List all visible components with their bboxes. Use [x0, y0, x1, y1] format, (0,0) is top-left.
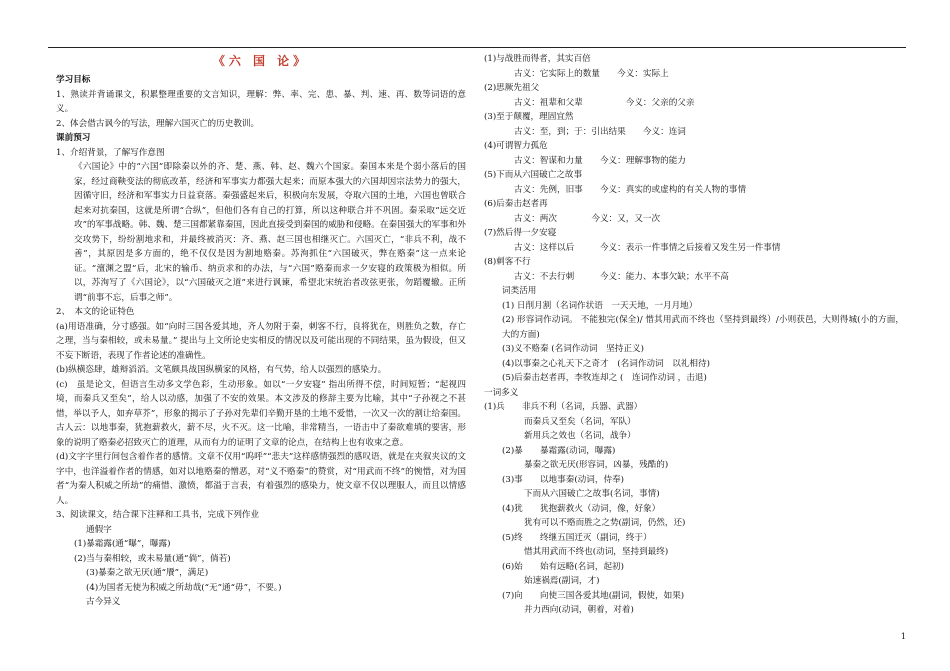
right-line: 惜其用武而不终也(动词，坚持到最终) — [524, 547, 669, 557]
right-line: (8)刺客不行 — [484, 257, 531, 267]
right-line: 古义：先例，旧事 今义：真实的或虚构的有关人物的事情 — [514, 184, 747, 195]
right-line: 古义：这样以后 今义：表示一件事情之后接着又发生另一件事情 — [514, 242, 781, 253]
right-line: (2)暴 暴霜露(动词，曝露) — [502, 445, 616, 456]
right-line: (5)后秦击赵者再，李牧连却之 ( 连词作动词 ，击退) — [502, 373, 707, 383]
left-line: (b)纵横恣肆，雄辩滔滔。文笔颇具战国纵横家的风格，有气势，给人以强烈的感染力。 — [56, 365, 387, 375]
right-line: 并力西向(动词，朝着，对着) — [524, 605, 634, 615]
right-line: 古义：不去行刺 今义：能力、本事欠缺；水平不高 — [514, 271, 729, 282]
document-title: 《六 国 论》 — [212, 54, 310, 68]
right-line: 始速祸焉(副词，才) — [524, 576, 600, 586]
right-line: (4)可谓智力孤危 — [484, 141, 548, 151]
right-line: 一词多义 — [484, 387, 519, 398]
left-line: 学习目标 — [56, 75, 91, 85]
left-line: (2)当与秦相较，或未易量(通“倘”，倘若) — [74, 553, 231, 564]
left-column-body — [56, 73, 466, 610]
right-line: 词类活用 — [502, 286, 537, 296]
right-line: (7)然后得一夕安寝 — [484, 228, 557, 238]
right-column — [484, 52, 904, 618]
left-line: 《六国论》中的“六国”即除秦以外的齐、楚、燕、韩、赵、魏六个国家。秦国本来是个弱小落后的国家，经过商鞅变法的彻底改革，经济和军事实力都强大起来；而原本强大的六国却因宗法势力的强大，因循守旧，经济和军事实力日益衰落。秦强盛起来后，积极向东发展，夺取六国的土地，六国也曾联合起来对抗秦国，这就是所谓“合纵”，但他们各有自己的打算，所以这种联合并不巩固。秦采取“远交近攻”的军事战略。韩、魏、楚三国都紧靠秦国，因此直接受到秦国的威胁和侵略。在秦国强大的军事和外交攻势下，纷纷割地求和，并最终被消灭：齐、燕、赵三国也相继灭亡。六国灭亡，“非兵不利，战不善”，其原因是多方面的，绝不仅仅是因为割地赂秦。苏洵抓住“六国破灭，弊在赂秦”这一点来论证。“澶渊之盟”后，北宋的输币、纳贡求和的办法，与“六国”赂秦而求一夕安寝的政策极为相似。所以，苏洵写了《六国论》，以“六国破灭之道”来进行讽谏，希望北宋统治者改弦更张，勿蹈覆辙。正所谓“前事不忘，后事之师”。 — [74, 162, 466, 303]
right-line: 古义：智谋和力量 今义：理解事物的能力 — [514, 155, 686, 166]
left-line: 3、阅读课文，结合课下注释和工具书，完成下列作业 — [56, 510, 260, 520]
right-line: (3)义不赂秦 (名词作动词 坚持正义) — [502, 344, 644, 354]
right-line: (3)事 以地事秦(动词，侍奉) — [502, 474, 625, 485]
right-line: 犹有可以不赂而胜之之势(副词，仍然，还) — [524, 518, 686, 528]
right-column-body — [484, 52, 904, 618]
left-line: (a)用语准确，分寸感强。如“向时三国各爱其地，齐人勿附于秦，刺客不行，良将犹在，则胜负之数，存亡之理，当与秦相较，或未易量。” 提出与上文所论史实相反的情况以及可能出现的不同结果，虽为假设，但又不妄下断语，表现了作者论述的准确性。 — [56, 321, 466, 361]
right-line: (5)终 终继五国迁灭（副词，终于） — [502, 532, 652, 543]
right-line: (2)思厥先祖父 — [484, 83, 540, 93]
right-line: (1) 日削月割（名词作状语 一天天地，一月月地） — [502, 300, 698, 311]
left-line: 1、熟读并背诵课文，积累整理重要的文言知识，理解：弊、率、完、患、暴、判、速、再、数等词语的意义。 — [56, 89, 466, 114]
right-line: 古义：祖辈和父辈 今义：父亲的父亲 — [514, 97, 695, 108]
right-line: (6)后秦击赵者再 — [484, 199, 548, 209]
page-number: 1 — [900, 632, 906, 641]
right-line: 而秦兵又至矣（名词，军队） — [524, 416, 636, 427]
left-line: 通假字 — [86, 524, 112, 535]
left-line: 古今异义 — [86, 597, 121, 607]
right-line: (3)至于颠覆，理固宜然 — [484, 112, 574, 122]
left-column — [56, 52, 466, 610]
left-line: (4)为国者无使为积威之所劫哉(“无”通“毋”，不要。) — [86, 582, 282, 593]
right-line: (4)犹 犹抱薪救火（动词，像，好象） — [502, 503, 661, 514]
left-line: (c) 虽是论文，但语言生动多文学色彩，生动形象。如以“一夕安寝” 指出所得不偿，时间短暂；“起视四境，而秦兵又至矣”，给人以动感，加强了不安的效果。本文涉及的修辞主要为比喻，其中“子孙视之不甚惜，举以予人，如弃草芥”，形象的揭示了子孙对先辈们辛勤开垦的土地不爱惜，一次又一次的割让给秦国。古人云：以地事秦，犹抱薪救火，薪不尽，火不灭。这一比喻，非常精当，一语击中了秦欲难填的要害，形象的说明了赂秦必招致灭亡的道理，从而有力的证明了文章的论点，在结构上也有收束之意。 — [56, 379, 466, 448]
right-line: 下而从六国破亡之故事(名词，事情) — [524, 489, 660, 499]
right-line: (5)下而从六国破亡之故事 — [484, 170, 583, 180]
right-line: 古义：两次 今义：又，又一次 — [514, 213, 661, 224]
header-rule — [48, 47, 906, 48]
right-line: 新用兵之效也（名词，战争） — [524, 431, 636, 441]
left-line: 课前预习 — [56, 133, 91, 143]
left-line: 1、介绍背景，了解写作意图 — [56, 147, 165, 158]
left-line: (1)暴霜露(通“曝”，曝露) — [74, 539, 171, 549]
right-line: (1)兵 非兵不利（名词，兵器、武器） — [484, 402, 643, 412]
right-line: (7)向 向使三国各爱其地(副词，假使，如果) — [502, 590, 685, 601]
right-line: 暴秦之欲无厌(形容词，凶暴，残酷的) — [524, 460, 669, 470]
right-line: (4)以事秦之心礼天下之奇才 (名词作动词 以礼相待) — [502, 358, 710, 369]
right-line: (2) 形容词作动词。 不能独完(保全)/ 惜其用武而不终也（坚持到最终）/小则获邑，大则得城(小的方面，大的方面) — [502, 315, 904, 340]
left-line: 2、体会借古讽今的写法，理解六国灭亡的历史教训。 — [56, 118, 260, 129]
left-line: (3)暴秦之欲无厌(通“餍”，满足) — [86, 568, 209, 578]
right-line: 古义：至，到；于：引出结果 今义：连词 — [514, 126, 686, 137]
left-line: (d)文字字里行间包含着作者的感情。文章不仅用“呜呼”“悲夫”这样感情强烈的感叹语，就是在夹叙夹议的文字中，也洋溢着作者的情感，如对以地赂秦的憎恶，对“义不赂秦”的赞赏，对“用武而不终”的惋惜，对为国者“为秦人积威之所劫”的痛惜、激愤，都溢于言表，有着强烈的感染力，使文章不仅以理服人，而且以情感人。 — [56, 452, 466, 506]
right-line: 古义：它实际上的数量 今义：实际上 — [514, 68, 669, 79]
right-line: (1)与战胜而得者，其实百倍 — [484, 54, 591, 64]
right-line: (6)始 始有远略(名词，起初) — [502, 561, 625, 572]
left-line: 2、 本文的论证特色 — [56, 307, 135, 317]
